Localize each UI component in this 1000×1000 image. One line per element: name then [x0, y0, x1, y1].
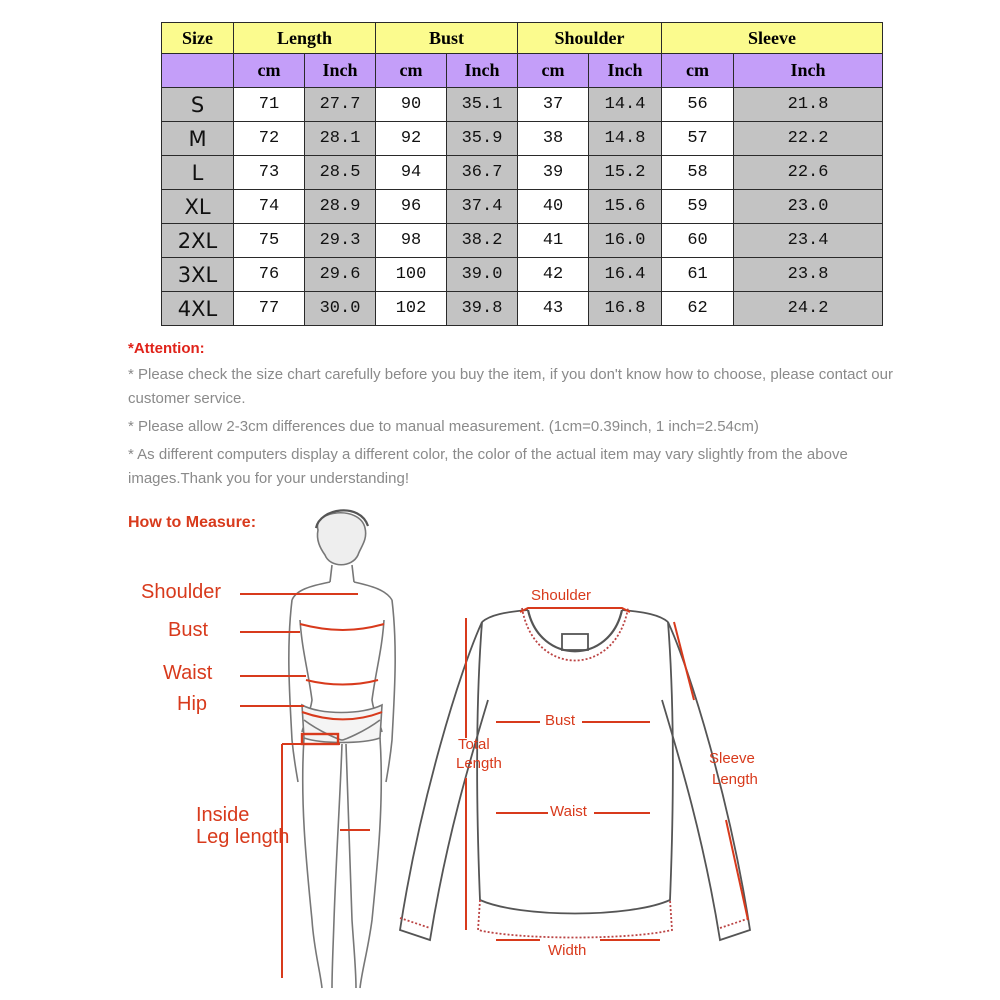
how-to-measure-title: How to Measure: — [128, 514, 257, 531]
size-label-cell: 4XL — [162, 292, 234, 326]
size-label-cell: M — [162, 122, 234, 156]
table-cell: 39 — [518, 156, 589, 190]
note-measurement-difference: * Please allow 2-3cm differences due to manual measurement. (1cm=0.39inch, 1 inch=2.54cm) — [128, 418, 759, 435]
table-cell: 16.8 — [589, 292, 662, 326]
table-cell: 76 — [234, 258, 305, 292]
label-inside-leg-2: Leg length — [196, 826, 290, 848]
table-cell: 94 — [376, 156, 447, 190]
table-cell: 35.9 — [447, 122, 518, 156]
table-cell: 22.6 — [734, 156, 883, 190]
table-cell: 100 — [376, 258, 447, 292]
header-size: Size — [162, 23, 234, 54]
size-label-cell: S — [162, 88, 234, 122]
table-cell: 28.9 — [305, 190, 376, 224]
table-cell: 36.7 — [447, 156, 518, 190]
table-cell: 29.6 — [305, 258, 376, 292]
note-size-check: * Please check the size chart carefully before you buy the item, if you don't know how to choose, please contact our customer service. — [128, 366, 893, 407]
size-label-cell: 2XL — [162, 224, 234, 258]
table-cell: 30.0 — [305, 292, 376, 326]
label-shirt-shoulder: Shoulder — [531, 587, 592, 604]
table-cell: 28.5 — [305, 156, 376, 190]
table-cell: 71 — [234, 88, 305, 122]
table-cell: 37.4 — [447, 190, 518, 224]
table-cell: 15.6 — [589, 190, 662, 224]
table-cell: 43 — [518, 292, 589, 326]
units-blank — [162, 54, 234, 88]
table-units-row — [162, 54, 883, 88]
size-chart-table — [161, 22, 883, 326]
size-label-cell: L — [162, 156, 234, 190]
table-row — [162, 88, 883, 122]
table-cell: 102 — [376, 292, 447, 326]
label-total-length-1: Total — [458, 736, 490, 753]
table-cell: 58 — [662, 156, 734, 190]
table-cell: 39.0 — [447, 258, 518, 292]
table-cell: 29.3 — [305, 224, 376, 258]
table-cell: 23.0 — [734, 190, 883, 224]
table-header-row — [162, 23, 883, 54]
label-sleeve-length-2: Length — [712, 771, 758, 788]
table-cell: 72 — [234, 122, 305, 156]
table-cell: 14.4 — [589, 88, 662, 122]
unit-cell: cm — [662, 54, 734, 88]
table-cell: 75 — [234, 224, 305, 258]
label-shirt-waist: Waist — [550, 803, 587, 820]
table-cell: 73 — [234, 156, 305, 190]
unit-cell: Inch — [589, 54, 662, 88]
table-cell: 39.8 — [447, 292, 518, 326]
header-bust: Bust — [376, 23, 518, 54]
table-cell: 57 — [662, 122, 734, 156]
label-sleeve-length-1: Sleeve — [709, 750, 755, 767]
table-cell: 37 — [518, 88, 589, 122]
shirt-illustration — [0, 500, 1000, 1000]
unit-cell: cm — [518, 54, 589, 88]
table-cell: 24.2 — [734, 292, 883, 326]
table-cell: 38 — [518, 122, 589, 156]
table-cell: 61 — [662, 258, 734, 292]
table-cell: 41 — [518, 224, 589, 258]
table-row — [162, 190, 883, 224]
label-shirt-width: Width — [548, 942, 587, 959]
table-cell: 27.7 — [305, 88, 376, 122]
table-row — [162, 258, 883, 292]
table-cell: 90 — [376, 88, 447, 122]
table-cell: 92 — [376, 122, 447, 156]
long-sleeve-shirt-icon — [400, 608, 750, 940]
label-hip: Hip — [177, 693, 208, 715]
unit-cell: Inch — [734, 54, 883, 88]
table-row — [162, 122, 883, 156]
header-sleeve: Sleeve — [662, 23, 883, 54]
table-cell: 16.0 — [589, 224, 662, 258]
table-cell: 74 — [234, 190, 305, 224]
unit-cell: cm — [234, 54, 305, 88]
label-shirt-bust: Bust — [545, 712, 576, 729]
table-cell: 77 — [234, 292, 305, 326]
attention-title: *Attention: — [128, 340, 205, 357]
table-cell: 23.4 — [734, 224, 883, 258]
size-label-cell: XL — [162, 190, 234, 224]
table-cell: 23.8 — [734, 258, 883, 292]
label-inside-leg-1: Inside — [196, 804, 250, 826]
label-waist: Waist — [163, 662, 213, 684]
table-cell: 28.1 — [305, 122, 376, 156]
table-cell: 16.4 — [589, 258, 662, 292]
table-cell: 38.2 — [447, 224, 518, 258]
size-rows — [162, 88, 883, 326]
header-length: Length — [234, 23, 376, 54]
table-cell: 96 — [376, 190, 447, 224]
table-row — [162, 156, 883, 190]
label-shoulder: Shoulder — [141, 581, 222, 603]
unit-cell: cm — [376, 54, 447, 88]
label-bust: Bust — [168, 619, 209, 641]
table-cell: 59 — [662, 190, 734, 224]
header-shoulder: Shoulder — [518, 23, 662, 54]
table-cell: 15.2 — [589, 156, 662, 190]
table-cell: 40 — [518, 190, 589, 224]
table-cell: 35.1 — [447, 88, 518, 122]
table-cell: 22.2 — [734, 122, 883, 156]
table-row — [162, 224, 883, 258]
attention-notes — [128, 340, 898, 495]
note-color-difference: * As different computers display a different color, the color of the actual item may vary slightly from the above images.Thank you for your understanding! — [128, 446, 848, 487]
table-cell: 56 — [662, 88, 734, 122]
table-cell: 62 — [662, 292, 734, 326]
size-label-cell: 3XL — [162, 258, 234, 292]
shirt-measure-lines — [466, 608, 748, 940]
table-cell: 98 — [376, 224, 447, 258]
unit-cell: Inch — [447, 54, 518, 88]
label-total-length-2: Length — [456, 755, 502, 772]
table-cell: 21.8 — [734, 88, 883, 122]
unit-cell: Inch — [305, 54, 376, 88]
table-cell: 42 — [518, 258, 589, 292]
table-row — [162, 292, 883, 326]
table-cell: 14.8 — [589, 122, 662, 156]
table-cell: 60 — [662, 224, 734, 258]
